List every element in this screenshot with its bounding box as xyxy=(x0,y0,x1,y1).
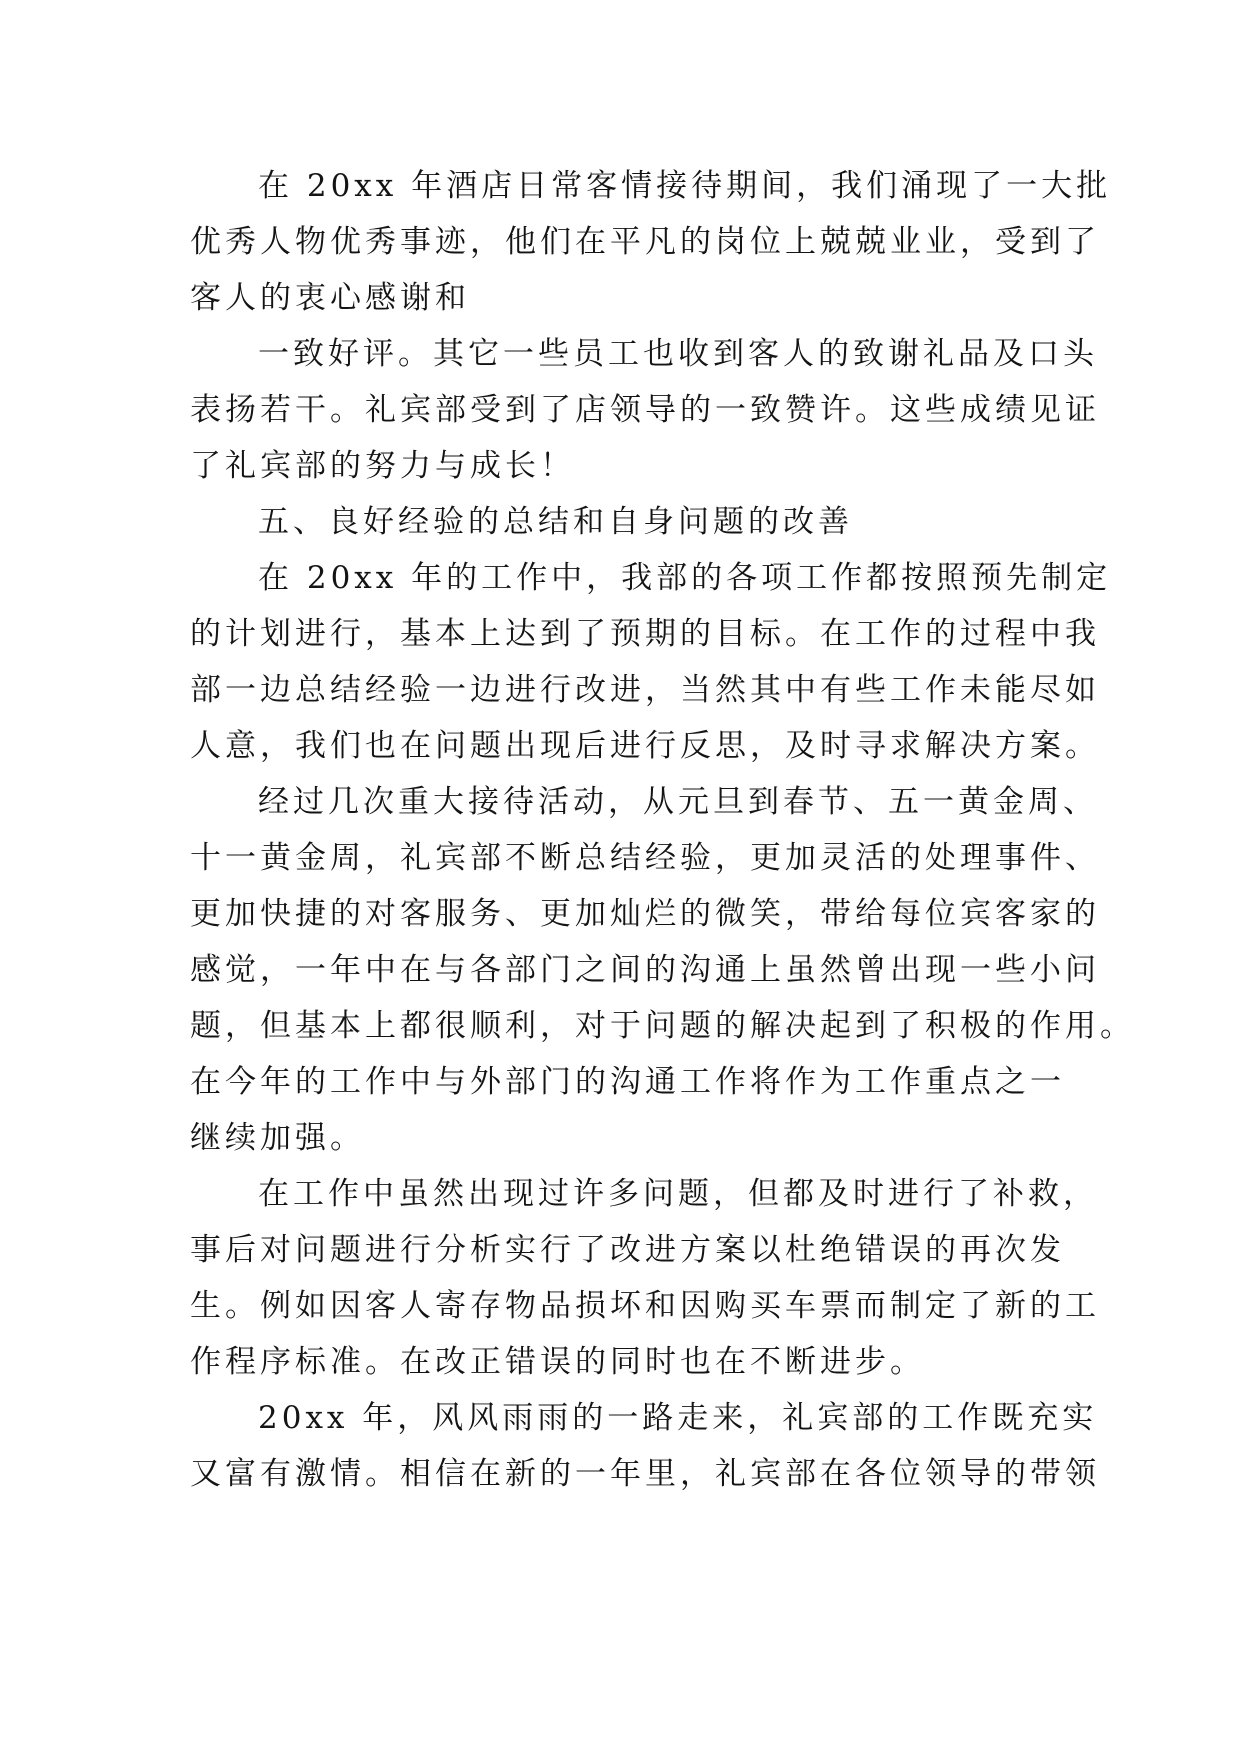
text-line: 20xx 年，风风雨雨的一路走来，礼宾部的工作既充实 xyxy=(258,1400,1098,1436)
text-line: 部一边总结经验一边进行改进，当然其中有些工作未能尽如 xyxy=(190,672,1100,708)
text-line: 了礼宾部的努力与成长！ xyxy=(190,448,575,484)
text-line: 事后对问题进行分析实行了改进方案以杜绝错误的再次发 xyxy=(190,1232,1065,1268)
text-line: 在今年的工作中与外部门的沟通工作将作为工作重点之一 xyxy=(190,1064,1065,1100)
text-line: 五、良好经验的总结和自身问题的改善 xyxy=(258,504,853,540)
text-line: 优秀人物优秀事迹，他们在平凡的岗位上兢兢业业，受到了 xyxy=(190,224,1100,260)
text-line: 的计划进行，基本上达到了预期的目标。在工作的过程中我 xyxy=(190,616,1100,652)
text-line: 十一黄金周，礼宾部不断总结经验，更加灵活的处理事件、 xyxy=(190,840,1100,876)
text-line: 题，但基本上都很顺利，对于问题的解决起到了积极的作用。 xyxy=(190,1008,1135,1044)
text-line: 继续加强。 xyxy=(190,1120,365,1156)
text-line: 在 20xx 年酒店日常客情接待期间，我们涌现了一大批 xyxy=(258,168,1112,204)
text-line: 人意，我们也在问题出现后进行反思，及时寻求解决方案。 xyxy=(190,728,1100,764)
text-line: 作程序标准。在改正错误的同时也在不断进步。 xyxy=(190,1344,925,1380)
text-line: 更加快捷的对客服务、更加灿烂的微笑，带给每位宾客家的 xyxy=(190,896,1100,932)
text-line: 一致好评。其它一些员工也收到客人的致谢礼品及口头 xyxy=(258,336,1098,372)
text-line: 经过几次重大接待活动，从元旦到春节、五一黄金周、 xyxy=(258,784,1098,820)
text-line: 客人的衷心感谢和 xyxy=(190,280,470,316)
text-line: 在工作中虽然出现过许多问题，但都及时进行了补救， xyxy=(258,1176,1098,1212)
document-body xyxy=(190,158,1135,1502)
text-line: 在 20xx 年的工作中，我部的各项工作都按照预先制定 xyxy=(258,560,1112,596)
text-line: 表扬若干。礼宾部受到了店领导的一致赞许。这些成绩见证 xyxy=(190,392,1100,428)
text-line: 又富有激情。相信在新的一年里，礼宾部在各位领导的带领 xyxy=(190,1456,1100,1492)
text-line: 生。例如因客人寄存物品损坏和因购买车票而制定了新的工 xyxy=(190,1288,1100,1324)
text-line: 感觉，一年中在与各部门之间的沟通上虽然曾出现一些小问 xyxy=(190,952,1100,988)
